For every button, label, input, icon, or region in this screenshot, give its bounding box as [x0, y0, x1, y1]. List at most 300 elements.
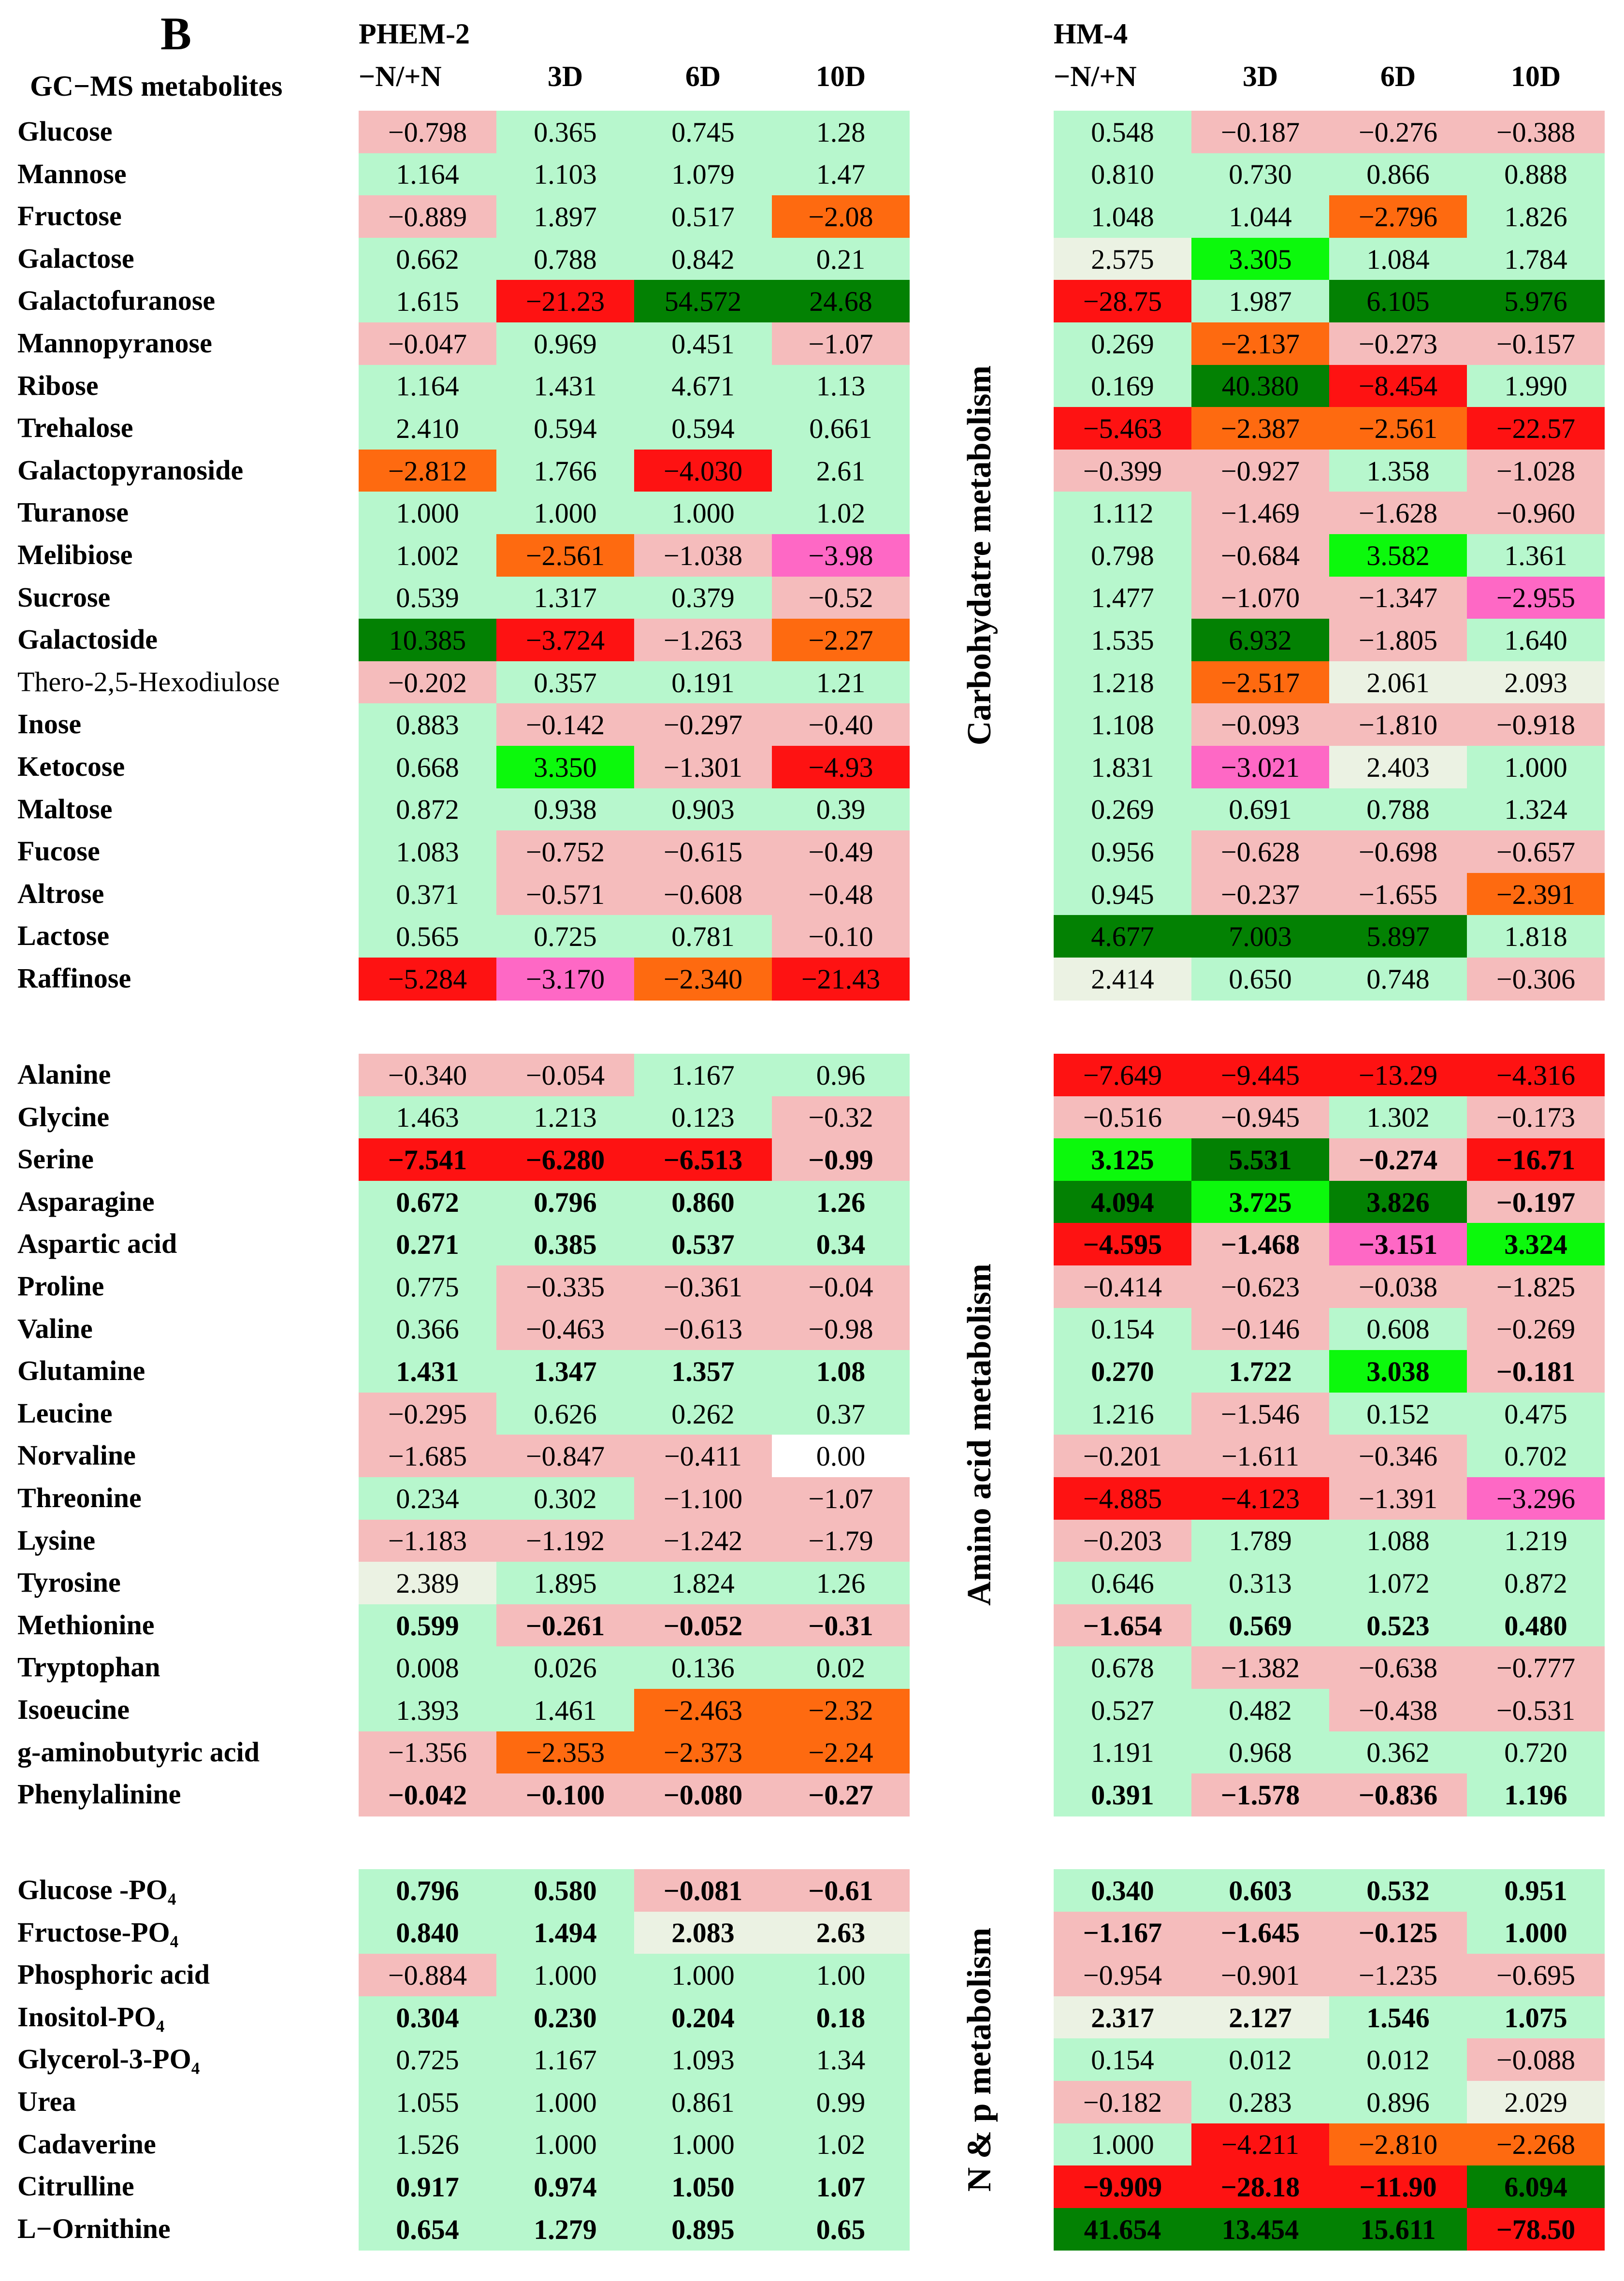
- heatmap-cell: −0.142: [496, 703, 634, 746]
- heatmap-cell: −1.611: [1191, 1435, 1329, 1478]
- heatmap-cell: −2.268: [1467, 2123, 1605, 2166]
- heatmap-cell: −1.242: [634, 1520, 772, 1563]
- row-label: Norvaline: [17, 1439, 136, 1471]
- row-label: Citrulline: [17, 2170, 134, 2202]
- heatmap-cell: −1.810: [1329, 703, 1467, 746]
- row-label: Phosphoric acid: [17, 1959, 210, 1990]
- heatmap-cell: 1.28: [772, 111, 910, 154]
- heatmap-cell: 0.661: [772, 407, 910, 450]
- heatmap-cell: −2.137: [1191, 322, 1329, 365]
- heatmap-cell: 0.810: [1054, 153, 1191, 196]
- heatmap-cell: 0.00: [772, 1435, 910, 1478]
- heatmap-cell: 0.65: [772, 2208, 910, 2251]
- heatmap-cell: −0.346: [1329, 1435, 1467, 1478]
- row-label: Thero-2,5-Hexodiulose: [17, 666, 280, 697]
- heatmap-cell: 1.167: [634, 1054, 772, 1097]
- heatmap-cell: 10.385: [359, 619, 496, 662]
- heatmap-cell: −6.280: [496, 1138, 634, 1181]
- heatmap-cell: −1.038: [634, 534, 772, 577]
- heatmap-cell: 0.866: [1329, 153, 1467, 196]
- heatmap-cell: −0.945: [1191, 1096, 1329, 1139]
- heatmap-cell: 0.517: [634, 195, 772, 238]
- row-label: Alanine: [17, 1059, 111, 1090]
- heatmap-cell: 0.169: [1054, 365, 1191, 408]
- heatmap-cell: −6.513: [634, 1138, 772, 1181]
- heatmap-cell: −0.125: [1329, 1912, 1467, 1955]
- heatmap-cell: −9.909: [1054, 2165, 1191, 2208]
- heatmap-cell: 40.380: [1191, 365, 1329, 408]
- row-label: Lysine: [17, 1524, 96, 1556]
- heatmap-cell: 1.164: [359, 153, 496, 196]
- heatmap-cell: 1.000: [634, 2123, 772, 2166]
- heatmap-cell: −0.237: [1191, 873, 1329, 916]
- heatmap-cell: 0.788: [496, 238, 634, 281]
- heatmap-cell: −0.197: [1467, 1181, 1605, 1224]
- heatmap-cell: 1.494: [496, 1912, 634, 1955]
- heatmap-cell: 1.00: [772, 1954, 910, 1997]
- heatmap-cell: −1.546: [1191, 1393, 1329, 1436]
- heatmap-cell: 0.796: [496, 1181, 634, 1224]
- heatmap-cell: −1.183: [359, 1520, 496, 1563]
- heatmap-cell: −0.61: [772, 1869, 910, 1912]
- heatmap-cell: 6.094: [1467, 2165, 1605, 2208]
- heatmap-cell: 0.968: [1191, 1731, 1329, 1774]
- heatmap-cell: −0.571: [496, 873, 634, 916]
- heatmap-cell: 0.748: [1329, 958, 1467, 1001]
- heatmap-cell: −2.373: [634, 1731, 772, 1774]
- heatmap-cell: 0.668: [359, 746, 496, 789]
- row-label: Fructose: [17, 200, 122, 232]
- heatmap-cell: −0.261: [496, 1604, 634, 1647]
- heatmap-cell: 0.379: [634, 577, 772, 620]
- heatmap-cell: −0.623: [1191, 1265, 1329, 1308]
- heatmap-cell: 2.63: [772, 1912, 910, 1955]
- heatmap-cell: 0.840: [359, 1912, 496, 1955]
- heatmap-cell: 0.475: [1467, 1393, 1605, 1436]
- heatmap-cell: 0.860: [634, 1181, 772, 1224]
- heatmap-cell: 0.366: [359, 1308, 496, 1351]
- heatmap-cell: −0.414: [1054, 1265, 1191, 1308]
- heatmap-cell: 0.21: [772, 238, 910, 281]
- heatmap-cell: 0.548: [1054, 111, 1191, 154]
- heatmap-cell: 0.938: [496, 788, 634, 831]
- column-header-hm4-2: 6D: [1380, 60, 1416, 92]
- heatmap-cell: −0.182: [1054, 2081, 1191, 2124]
- heatmap-cell: 1.431: [496, 365, 634, 408]
- heatmap-cell: −16.71: [1467, 1138, 1605, 1181]
- heatmap-cell: −2.517: [1191, 661, 1329, 704]
- heatmap-cell: 1.990: [1467, 365, 1605, 408]
- heatmap-cell: −0.27: [772, 1773, 910, 1816]
- heatmap-cell: 1.461: [496, 1689, 634, 1732]
- heatmap-cell: −0.698: [1329, 830, 1467, 873]
- section-label: Amino acid metabolism: [961, 1264, 998, 1606]
- heatmap-cell: 0.154: [1054, 1308, 1191, 1351]
- heatmap-cell: −0.657: [1467, 830, 1605, 873]
- heatmap-cell: 0.956: [1054, 830, 1191, 873]
- heatmap-cell: −3.724: [496, 619, 634, 662]
- heatmap-cell: 1.02: [772, 2123, 910, 2166]
- column-header-phem2-1: 3D: [547, 60, 583, 92]
- heatmap-cell: 1.640: [1467, 619, 1605, 662]
- heatmap-cell: 5.897: [1329, 915, 1467, 958]
- heatmap-cell: 0.781: [634, 915, 772, 958]
- heatmap-cell: −0.684: [1191, 534, 1329, 577]
- heatmap-cell: −28.75: [1054, 280, 1191, 323]
- heatmap-cell: −1.645: [1191, 1912, 1329, 1955]
- heatmap-cell: 0.883: [359, 703, 496, 746]
- heatmap-cell: 0.896: [1329, 2081, 1467, 2124]
- heatmap-cell: 1.393: [359, 1689, 496, 1732]
- heatmap-cell: 54.572: [634, 280, 772, 323]
- heatmap-cell: 13.454: [1191, 2208, 1329, 2251]
- heatmap-cell: −0.798: [359, 111, 496, 154]
- heatmap-cell: −1.07: [772, 1477, 910, 1520]
- heatmap-cell: 1.26: [772, 1562, 910, 1605]
- heatmap-cell: 0.385: [496, 1223, 634, 1266]
- heatmap-cell: 0.702: [1467, 1435, 1605, 1478]
- row-label: Mannopyranose: [17, 327, 212, 359]
- heatmap-cell: 1.317: [496, 577, 634, 620]
- heatmap-cell: 1.34: [772, 2038, 910, 2081]
- heatmap-cell: −0.081: [634, 1869, 772, 1912]
- heatmap-cell: −0.042: [359, 1773, 496, 1816]
- heatmap-cell: −2.561: [1329, 407, 1467, 450]
- heatmap-cell: 1.824: [634, 1562, 772, 1605]
- heatmap-cell: −2.463: [634, 1689, 772, 1732]
- heatmap-cell: −0.960: [1467, 492, 1605, 535]
- genotype-label-phem2: PHEM-2: [359, 18, 470, 50]
- heatmap-cell: 0.646: [1054, 1562, 1191, 1605]
- heatmap-cell: 5.976: [1467, 280, 1605, 323]
- heatmap-cell: 0.842: [634, 238, 772, 281]
- heatmap-cell: −0.10: [772, 915, 910, 958]
- heatmap-cell: 0.96: [772, 1054, 910, 1097]
- heatmap-cell: 2.414: [1054, 958, 1191, 1001]
- heatmap-cell: 0.594: [496, 407, 634, 450]
- heatmap-cell: −9.445: [1191, 1054, 1329, 1097]
- heatmap-cell: 0.945: [1054, 873, 1191, 916]
- heatmap-cell: −1.100: [634, 1477, 772, 1520]
- row-label: Glycine: [17, 1101, 110, 1133]
- heatmap-cell: 1.000: [496, 2081, 634, 2124]
- heatmap-cell: 1.002: [359, 534, 496, 577]
- heatmap-cell: −22.57: [1467, 407, 1605, 450]
- heatmap-cell: −0.889: [359, 195, 496, 238]
- heatmap-cell: 1.13: [772, 365, 910, 408]
- heatmap-cell: 1.361: [1467, 534, 1605, 577]
- row-label: Turanose: [17, 496, 129, 528]
- heatmap-cell: 1.088: [1329, 1520, 1467, 1563]
- heatmap-cell: −0.187: [1191, 111, 1329, 154]
- heatmap-cell: 1.766: [496, 450, 634, 493]
- heatmap-cell: −1.167: [1054, 1912, 1191, 1955]
- heatmap-cell: 0.02: [772, 1646, 910, 1689]
- heatmap-cell: 1.048: [1054, 195, 1191, 238]
- heatmap-cell: 3.324: [1467, 1223, 1605, 1266]
- heatmap-cell: 4.677: [1054, 915, 1191, 958]
- heatmap-cell: 1.895: [496, 1562, 634, 1605]
- heatmap-cell: 0.650: [1191, 958, 1329, 1001]
- heatmap-cell: −1.391: [1329, 1477, 1467, 1520]
- heatmap-cell: −0.777: [1467, 1646, 1605, 1689]
- heatmap-cell: 1.167: [496, 2038, 634, 2081]
- heatmap-cell: 0.262: [634, 1393, 772, 1436]
- heatmap-cell: 1.897: [496, 195, 634, 238]
- heatmap-cell: 2.083: [634, 1912, 772, 1955]
- heatmap-cell: 15.611: [1329, 2208, 1467, 2251]
- heatmap-cell: 1.216: [1054, 1393, 1191, 1436]
- heatmap-cell: 6.105: [1329, 280, 1467, 323]
- heatmap-cell: −78.50: [1467, 2208, 1605, 2251]
- heatmap-cell: −8.454: [1329, 365, 1467, 408]
- heatmap-cell: 0.34: [772, 1223, 910, 1266]
- row-label: Tyrosine: [17, 1567, 121, 1598]
- heatmap-cell: −0.276: [1329, 111, 1467, 154]
- heatmap-cell: −0.335: [496, 1265, 634, 1308]
- heatmap-cell: 1.112: [1054, 492, 1191, 535]
- heatmap-cell: −0.628: [1191, 830, 1329, 873]
- heatmap-cell: 0.903: [634, 788, 772, 831]
- row-label: Tryptophan: [17, 1651, 160, 1683]
- row-label: Inose: [17, 708, 82, 740]
- heatmap-cell: 7.003: [1191, 915, 1329, 958]
- heatmap-cell: 1.987: [1191, 280, 1329, 323]
- heatmap-cell: −2.08: [772, 195, 910, 238]
- heatmap-cell: 0.012: [1191, 2038, 1329, 2081]
- heatmap-cell: 0.861: [634, 2081, 772, 2124]
- heatmap-cell: −1.356: [359, 1731, 496, 1774]
- heatmap-cell: 0.872: [1467, 1562, 1605, 1605]
- heatmap-cell: 1.21: [772, 661, 910, 704]
- heatmap-cell: 1.535: [1054, 619, 1191, 662]
- heatmap-cell: 0.788: [1329, 788, 1467, 831]
- heatmap-cell: −4.885: [1054, 1477, 1191, 1520]
- heatmap-cell: 1.103: [496, 153, 634, 196]
- row-label: Methionine: [17, 1609, 155, 1641]
- genotype-label-hm4: HM-4: [1054, 18, 1128, 50]
- heatmap-cell: −0.99: [772, 1138, 910, 1181]
- heatmap-cell: 0.951: [1467, 1869, 1605, 1912]
- heatmap-cell: 24.68: [772, 280, 910, 323]
- heatmap-cell: 1.083: [359, 830, 496, 873]
- heatmap-cell: 3.125: [1054, 1138, 1191, 1181]
- row-label: Galactose: [17, 242, 134, 274]
- heatmap-cell: 0.026: [496, 1646, 634, 1689]
- heatmap-cell: 1.357: [634, 1350, 772, 1393]
- heatmap-cell: 1.108: [1054, 703, 1191, 746]
- heatmap-cell: −4.211: [1191, 2123, 1329, 2166]
- heatmap-cell: 0.672: [359, 1181, 496, 1224]
- heatmap-cell: 2.61: [772, 450, 910, 493]
- heatmap-cell: 6.932: [1191, 619, 1329, 662]
- heatmap-cell: 0.888: [1467, 153, 1605, 196]
- row-label: g-aminobutyric acid: [17, 1736, 260, 1768]
- heatmap-cell: −1.655: [1329, 873, 1467, 916]
- row-label: Aspartic acid: [17, 1228, 177, 1260]
- heatmap-cell: −2.812: [359, 450, 496, 493]
- heatmap-cell: 2.389: [359, 1562, 496, 1605]
- heatmap-cell: 1.324: [1467, 788, 1605, 831]
- heatmap-cell: 1.302: [1329, 1096, 1467, 1139]
- heatmap-cell: 1.526: [359, 2123, 496, 2166]
- heatmap-cell: 0.608: [1329, 1308, 1467, 1351]
- heatmap-cell: −2.810: [1329, 2123, 1467, 2166]
- heatmap-cell: 2.061: [1329, 661, 1467, 704]
- heatmap-cell: 1.546: [1329, 1996, 1467, 2039]
- heatmap-cell: −0.98: [772, 1308, 910, 1351]
- row-label: Fucose: [17, 835, 100, 867]
- heatmap-cell: −0.201: [1054, 1435, 1191, 1478]
- heatmap-cell: 4.671: [634, 365, 772, 408]
- heatmap-cell: 1.072: [1329, 1562, 1467, 1605]
- heatmap-cell: 0.798: [1054, 534, 1191, 577]
- heatmap-cell: 2.403: [1329, 746, 1467, 789]
- heatmap-cell: 0.895: [634, 2208, 772, 2251]
- heatmap-cell: −0.638: [1329, 1646, 1467, 1689]
- heatmap-cell: −13.29: [1329, 1054, 1467, 1097]
- column-header-phem2-2: 6D: [685, 60, 721, 92]
- heatmap-cell: 1.055: [359, 2081, 496, 2124]
- heatmap-cell: −2.32: [772, 1689, 910, 1732]
- row-label: Leucine: [17, 1397, 113, 1429]
- heatmap-cell: −1.79: [772, 1520, 910, 1563]
- row-label: Ketocose: [17, 751, 125, 782]
- column-header-hm4-1: 3D: [1242, 60, 1278, 92]
- heatmap-cell: 0.603: [1191, 1869, 1329, 1912]
- heatmap-cell: −3.296: [1467, 1477, 1605, 1520]
- row-label: Valine: [17, 1312, 93, 1344]
- heatmap-cell: −3.170: [496, 958, 634, 1001]
- heatmap-cell: 0.271: [359, 1223, 496, 1266]
- heatmap-cell: 1.000: [496, 492, 634, 535]
- heatmap-cell: 1.191: [1054, 1731, 1191, 1774]
- heatmap-cell: −0.31: [772, 1604, 910, 1647]
- row-label: Raffinose: [17, 962, 131, 994]
- heatmap-cell: −0.399: [1054, 450, 1191, 493]
- heatmap-cell: 2.127: [1191, 1996, 1329, 2039]
- heatmap-cell: −0.884: [359, 1954, 496, 1997]
- heatmap-cell: 3.826: [1329, 1181, 1467, 1224]
- heatmap-cell: 1.615: [359, 280, 496, 323]
- section-label: Carbohydatre metabolism: [961, 365, 998, 745]
- heatmap-cell: 0.204: [634, 1996, 772, 2039]
- heatmap-cell: −0.411: [634, 1435, 772, 1478]
- row-label: Glycerol-3-PO₄: [17, 2043, 200, 2075]
- heatmap-cell: −0.088: [1467, 2038, 1605, 2081]
- heatmap-cell: −1.654: [1054, 1604, 1191, 1647]
- heatmap-cell: −2.340: [634, 958, 772, 1001]
- heatmap-cell: 0.917: [359, 2165, 496, 2208]
- column-header-hm4-0: −N/+N: [1054, 60, 1137, 92]
- heatmap-cell: −0.093: [1191, 703, 1329, 746]
- heatmap-cell: −4.595: [1054, 1223, 1191, 1266]
- row-label: Threonine: [17, 1482, 142, 1513]
- heatmap-cell: 1.218: [1054, 661, 1191, 704]
- heatmap-cell: 5.531: [1191, 1138, 1329, 1181]
- row-label: Trehalose: [17, 412, 133, 444]
- heatmap-cell: −2.387: [1191, 407, 1329, 450]
- heatmap-cell: −1.028: [1467, 450, 1605, 493]
- heatmap-cell: 0.725: [496, 915, 634, 958]
- heatmap-cell: 0.008: [359, 1646, 496, 1689]
- row-label: Galactopyranoside: [17, 454, 244, 486]
- heatmap-cell: −1.301: [634, 746, 772, 789]
- heatmap-cell: 1.000: [634, 1954, 772, 1997]
- heatmap-cell: 1.000: [634, 492, 772, 535]
- heatmap-cell: 0.18: [772, 1996, 910, 2039]
- heatmap-cell: 1.826: [1467, 195, 1605, 238]
- heatmap-cell: −0.203: [1054, 1520, 1191, 1563]
- heatmap-cell: 0.569: [1191, 1604, 1329, 1647]
- heatmap-cell: 0.283: [1191, 2081, 1329, 2124]
- heatmap-cell: −0.274: [1329, 1138, 1467, 1181]
- heatmap-cell: 1.000: [1054, 2123, 1191, 2166]
- heatmap-cell: −2.24: [772, 1731, 910, 1774]
- heatmap-cell: −3.021: [1191, 746, 1329, 789]
- heatmap-cell: −3.98: [772, 534, 910, 577]
- heatmap-cell: 1.08: [772, 1350, 910, 1393]
- heatmap-cell: −0.613: [634, 1308, 772, 1351]
- heatmap-cell: −3.151: [1329, 1223, 1467, 1266]
- heatmap-cell: −2.27: [772, 619, 910, 662]
- heatmap-cell: 4.094: [1054, 1181, 1191, 1224]
- heatmap-cell: 0.745: [634, 111, 772, 154]
- row-label: Galactofuranose: [17, 285, 216, 317]
- panel-letter: B: [160, 8, 192, 59]
- heatmap-cell: −1.578: [1191, 1773, 1329, 1816]
- heatmap-cell: 0.302: [496, 1477, 634, 1520]
- heatmap-cell: −0.080: [634, 1773, 772, 1816]
- heatmap-cell: 0.775: [359, 1265, 496, 1308]
- heatmap-cell: −1.070: [1191, 577, 1329, 620]
- row-label: Phenylalinine: [17, 1778, 181, 1810]
- heatmap-cell: 3.725: [1191, 1181, 1329, 1224]
- row-label: Melibiose: [17, 539, 133, 570]
- heatmap-cell: 3.582: [1329, 534, 1467, 577]
- heatmap-cell: 0.269: [1054, 788, 1191, 831]
- heatmap-cell: 0.537: [634, 1223, 772, 1266]
- heatmap-cell: 0.357: [496, 661, 634, 704]
- heatmap-cell: 0.123: [634, 1096, 772, 1139]
- row-label: Maltose: [17, 793, 113, 825]
- heatmap-cell: 1.431: [359, 1350, 496, 1393]
- heatmap-cell: −4.316: [1467, 1054, 1605, 1097]
- heatmap-cell: 1.050: [634, 2165, 772, 2208]
- row-label: Cadaverine: [17, 2128, 156, 2160]
- heatmap-cell: −0.04: [772, 1265, 910, 1308]
- heatmap-cell: −1.825: [1467, 1265, 1605, 1308]
- heatmap-cell: 0.152: [1329, 1393, 1467, 1436]
- heatmap-cell: 2.029: [1467, 2081, 1605, 2124]
- heatmap-cell: −1.235: [1329, 1954, 1467, 1997]
- heatmap-cell: 0.662: [359, 238, 496, 281]
- heatmap-cell: −4.030: [634, 450, 772, 493]
- heatmap-cell: −0.306: [1467, 958, 1605, 1001]
- row-label: Glucose: [17, 116, 113, 147]
- heatmap-cell: 0.523: [1329, 1604, 1467, 1647]
- heatmap-cell: 1.093: [634, 2038, 772, 2081]
- row-label: Asparagine: [17, 1185, 155, 1217]
- heatmap-cell: 0.539: [359, 577, 496, 620]
- heatmap-cell: 0.527: [1054, 1689, 1191, 1732]
- heatmap-cell: −0.918: [1467, 703, 1605, 746]
- heatmap-cell: 1.789: [1191, 1520, 1329, 1563]
- heatmap-cell: −0.361: [634, 1265, 772, 1308]
- heatmap-cell: 1.196: [1467, 1773, 1605, 1816]
- heatmap-cell: 1.26: [772, 1181, 910, 1224]
- heatmap-cell: −1.263: [634, 619, 772, 662]
